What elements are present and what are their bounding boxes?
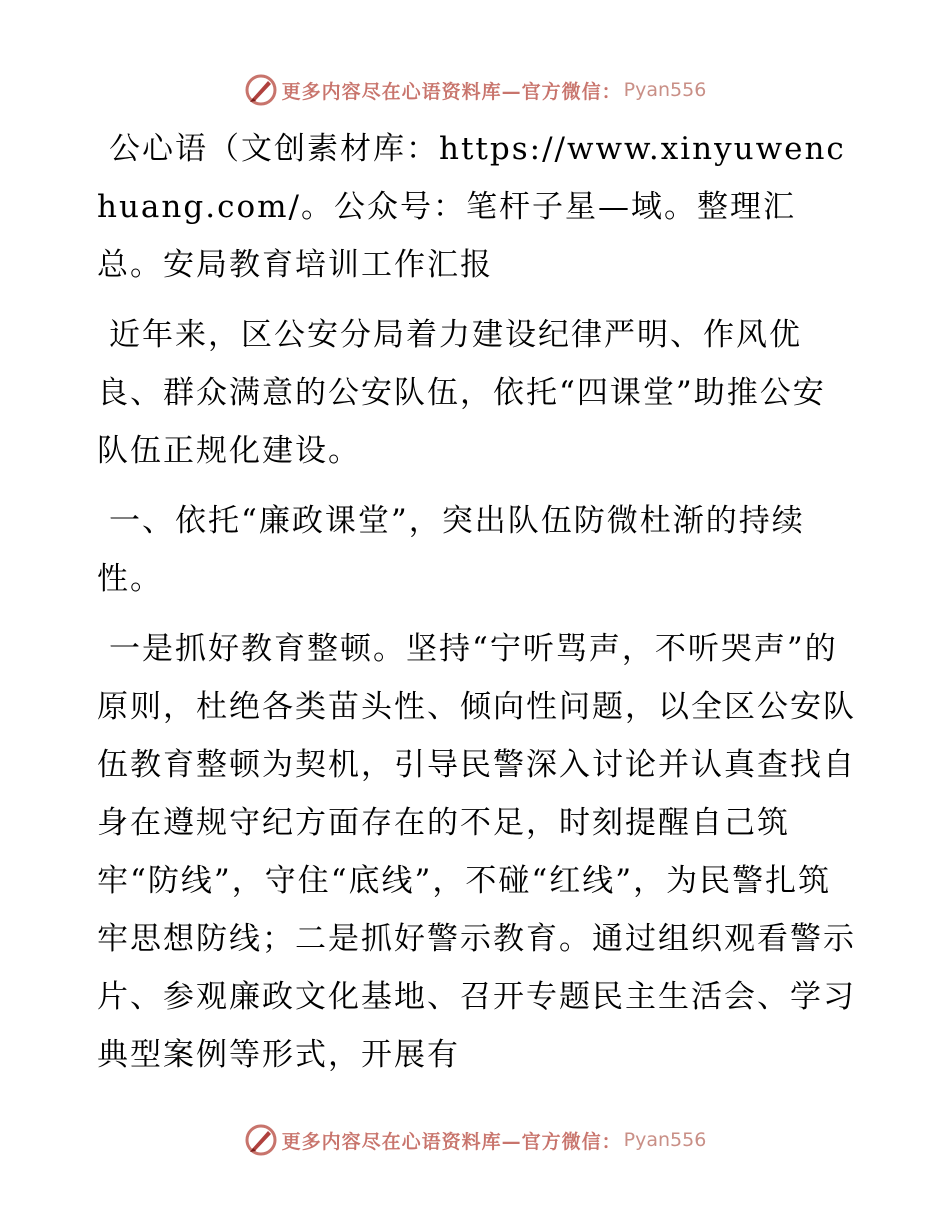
banner-text: 更多内容尽在心语资料库—官方微信： [281, 80, 622, 103]
banner-text: 更多内容尽在心语资料库—官方微信： [281, 1130, 622, 1153]
paragraph-intro: 近年来，区公安分局着力建设纪律严明、作风优良、群众满意的公安队伍，依托“四课堂”助推公安队伍正规化建设。 [97, 317, 826, 469]
brush-pen-logo-icon [244, 1123, 278, 1157]
header-banner [0, 70, 950, 110]
paragraph-section-heading: 一、依托“廉政课堂”，突出队伍防微杜渐的持续性。 [97, 503, 805, 597]
brush-pen-logo-icon [244, 73, 278, 107]
paragraph-header: 公心语（文创素材库：https://www.xinyuwenchuang.com/。公众号：笔杆子星—域。整理汇总。安局教育培训工作汇报 [97, 131, 846, 283]
paragraph-body: 一是抓好教育整顿。坚持“宁听骂声，不听哭声”的原则，杜绝各类苗头性、倾向性问题，以全区公安队伍教育整顿为契机，引导民警深入讨论并认真查找自身在遵规守纪方面存在的不足，时刻提醒自己筑牢“防线”，守住“底线”，不碰“红线”，为民警扎筑牢思想防线；二是抓好警示教育。通过组织观看警示片、参观廉政文化基地、召开专题民主生活会、学习典型案例等形式，开展有 [97, 631, 856, 1073]
banner-wechat-id: Pyan556 [623, 79, 707, 101]
banner-wechat-id: Pyan556 [623, 1129, 707, 1151]
document-body [97, 120, 857, 1096]
footer-banner [0, 1120, 950, 1160]
